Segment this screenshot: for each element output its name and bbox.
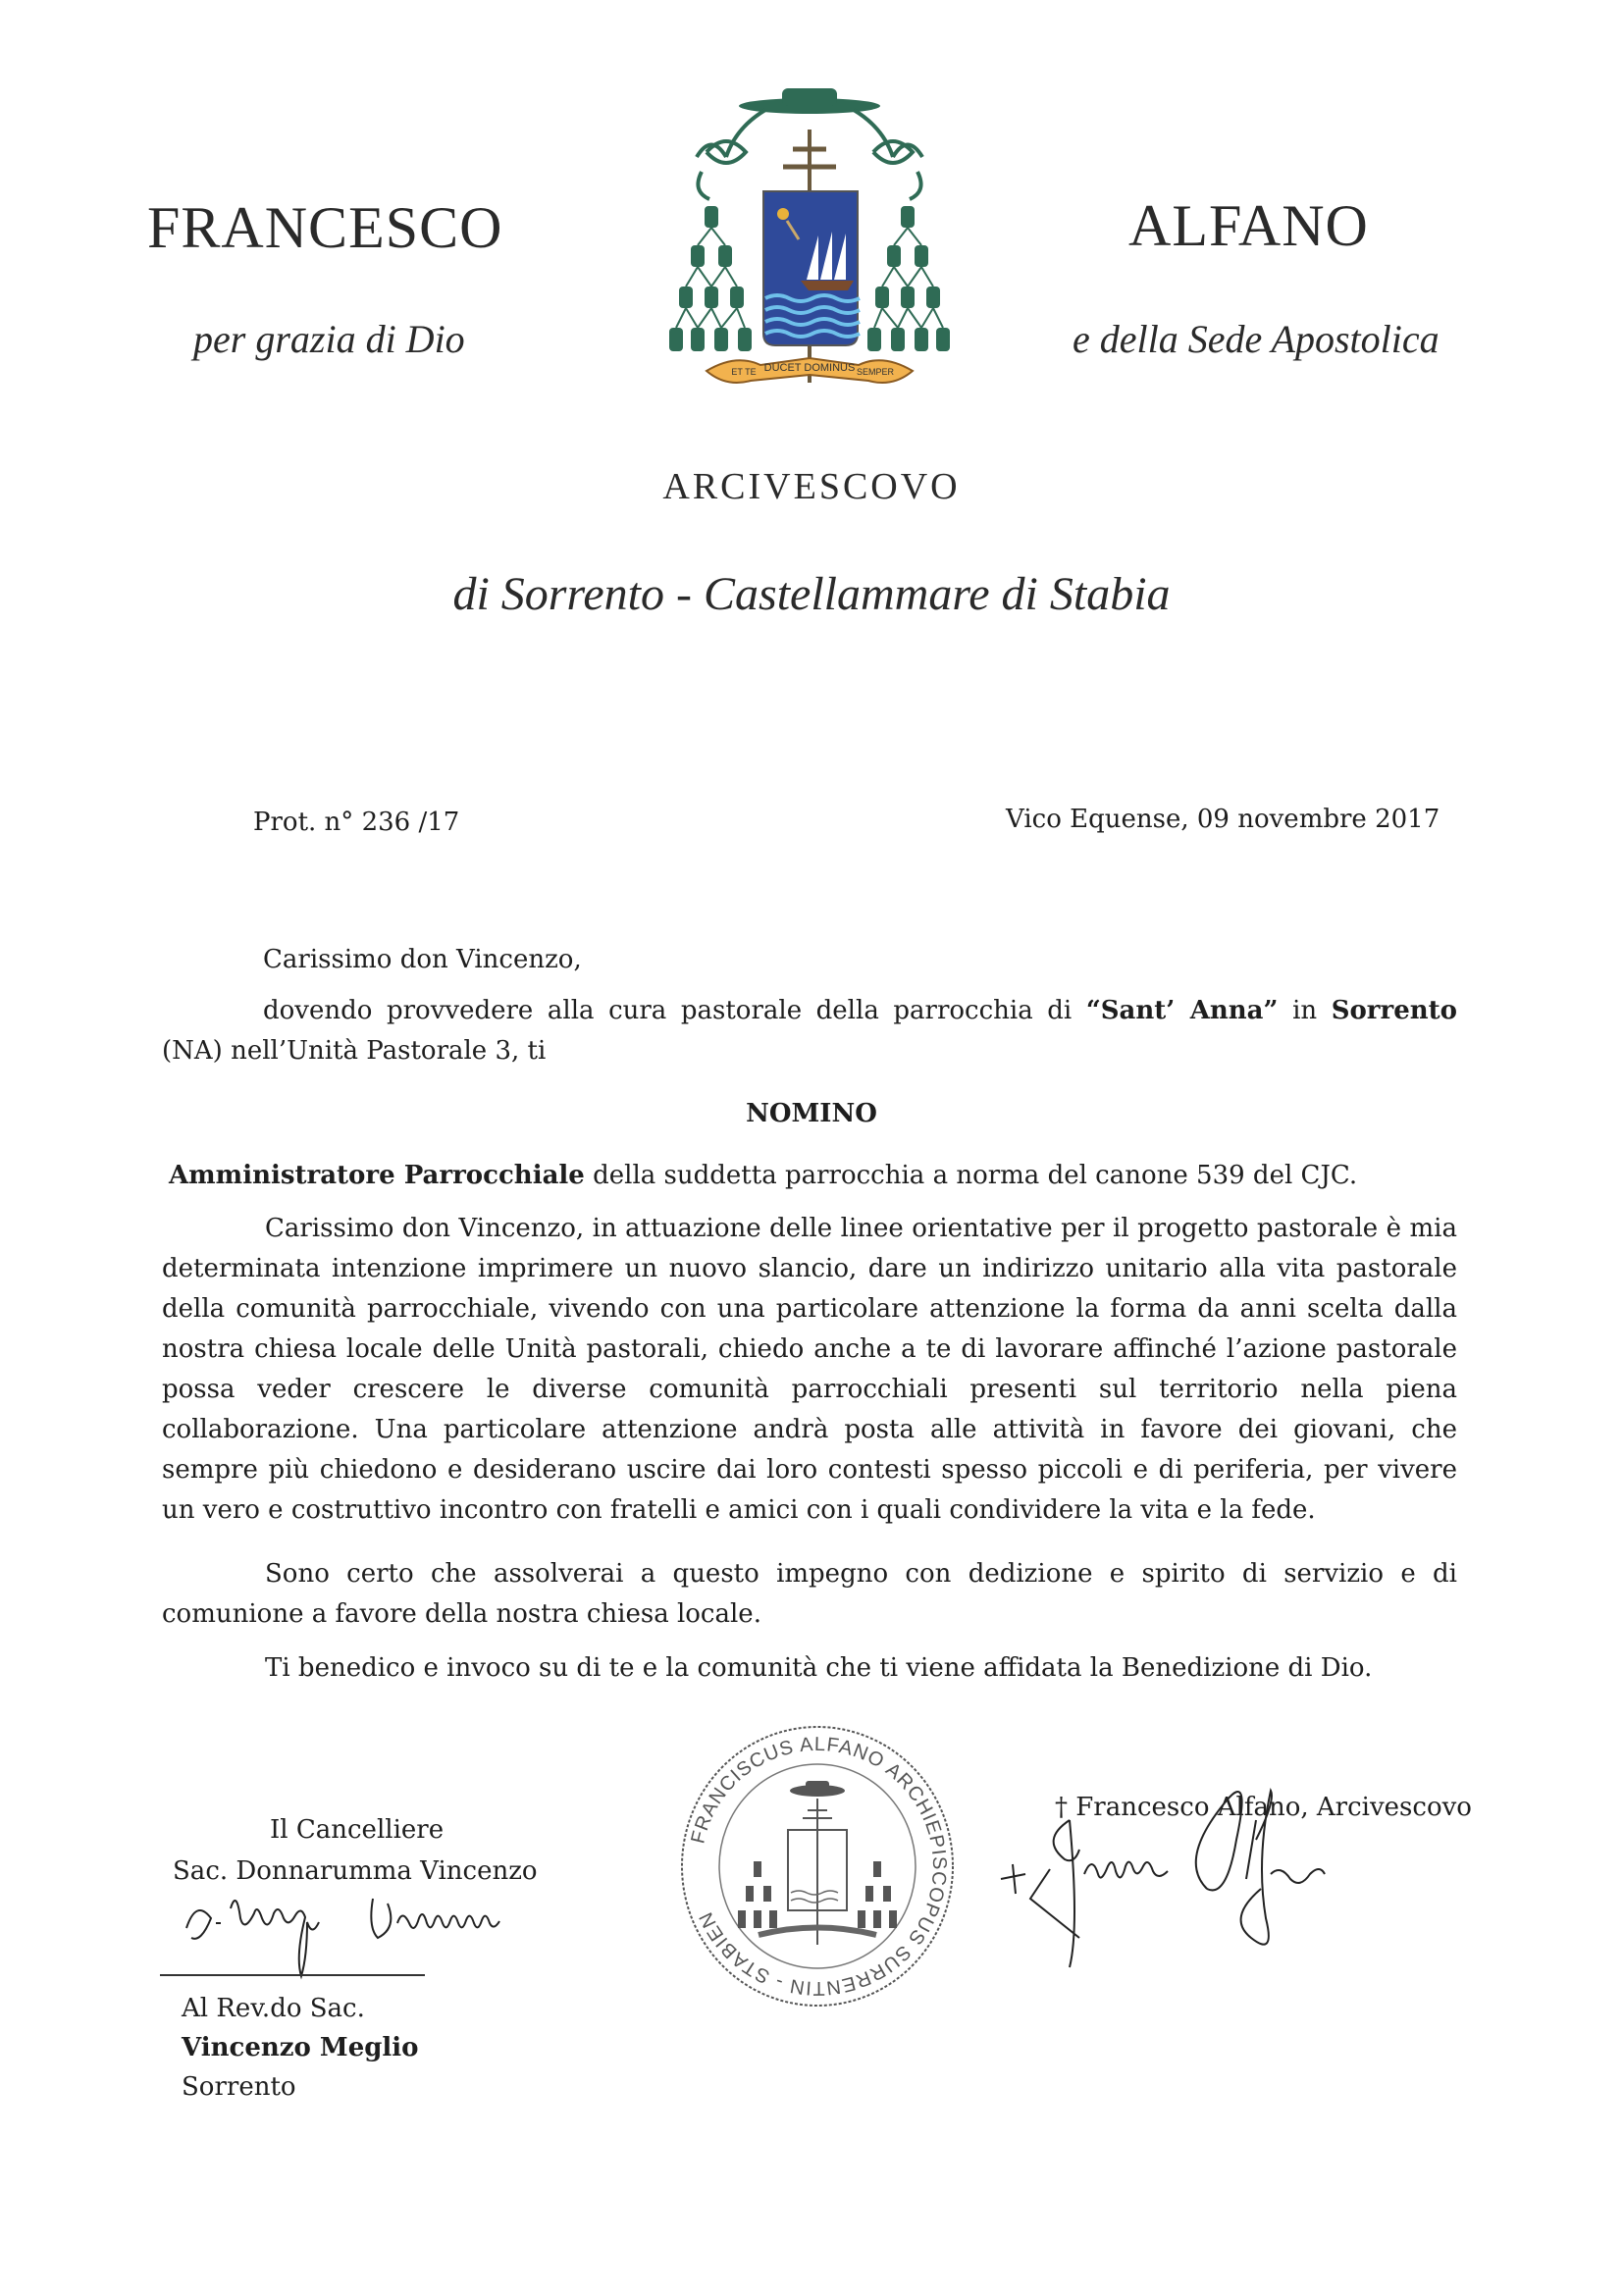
coat-of-arms-icon bbox=[667, 59, 952, 402]
letterhead-title: ARCIVESCOVO bbox=[662, 466, 961, 507]
letterhead-right-subtitle: e della Sede Apostolica bbox=[1073, 317, 1440, 361]
letterhead-last-name: ALFANO bbox=[1128, 193, 1369, 258]
town-name: Sorrento bbox=[1331, 996, 1457, 1025]
recipient-name bbox=[182, 2028, 419, 2068]
salutation: Carissimo don Vincenzo, bbox=[263, 945, 582, 974]
letterhead-see: di Sorrento - Castellammare di Stabia bbox=[452, 568, 1171, 620]
intro-text-2: in bbox=[1278, 996, 1332, 1025]
appointment-verb bbox=[0, 1094, 1623, 1134]
archbishop-signature-icon bbox=[991, 1781, 1452, 1977]
svg-text:ET TE: ET TE bbox=[731, 367, 757, 377]
chancellor-name: Sac. Donnarumma Vincenzo bbox=[173, 1856, 538, 1886]
protocol-number: Prot. n° 236 /17 bbox=[253, 808, 460, 837]
chancellor-title: Il Cancelliere bbox=[270, 1815, 445, 1845]
recipient-city: Sorrento bbox=[182, 2072, 296, 2102]
body-paragraph-1: Carissimo don Vincenzo, in attuazione delle linee orientative per il progetto pastorale è mia determinata intenzione imprimere un nuovo slancio, dare un indirizzo unitario alla vita pastorale della comunità parrocchiale, vivendo con una particolare attenzione la forma da anni scelta dalla nostra chiesa locale delle Unità pastorali, chiedo anche a te di lavorare affinché l’azione pastorale possa veder crescere le diverse comunità parrocchiali presenti sul territorio nella piena collaborazione. Una particolare attenzione andrà posta alle attività in favore dei giovani, che sempre più chiedono e desiderano uscire dai loro contesti spesso piccoli e di periferia, per vivere un vero e costruttivo incontro con fratelli e amici con i quali condividere la vita e la fede. bbox=[162, 1214, 1457, 1525]
svg-text:DUCET DOMINUS: DUCET DOMINUS bbox=[763, 362, 856, 374]
intro-paragraph bbox=[162, 991, 1457, 1071]
episcopal-seal-icon bbox=[675, 1724, 960, 2009]
parish-name: “Sant’ Anna” bbox=[1085, 996, 1279, 1025]
recipient-name-text: Vincenzo Meglio bbox=[182, 2033, 419, 2062]
chancellor-signature-icon bbox=[177, 1869, 628, 1987]
nomino-heading: NOMINO bbox=[746, 1099, 877, 1128]
appointment-rest: della suddetta parrocchia a norma del canone 539 del CJC. bbox=[584, 1161, 1358, 1190]
letterhead-left-subtitle: per grazia di Dio bbox=[193, 317, 465, 361]
svg-text:SEMPER: SEMPER bbox=[856, 367, 895, 377]
intro-text-1: dovendo provvedere alla cura pastorale della parrocchia di bbox=[263, 996, 1086, 1025]
letterhead-first-name: FRANCESCO bbox=[147, 195, 503, 260]
body-paragraph-2: Sono certo che assolverai a questo impegno con dedizione e spirito di servizio e di comunione a favore della nostra chiesa locale. bbox=[162, 1559, 1457, 1629]
archbishop-name: † Francesco Alfano, Arcivescovo bbox=[1055, 1793, 1472, 1822]
body-paragraph-3: Ti benedico e invoco su di te e la comunità che ti viene affidata la Benedizione di Dio. bbox=[265, 1653, 1373, 1683]
intro-text-3: (NA) nell’Unità Pastorale 3, ti bbox=[162, 1036, 547, 1066]
appointment-line bbox=[169, 1156, 1474, 1196]
recipient-line1: Al Rev.do Sac. bbox=[182, 1994, 365, 2023]
place-date: Vico Equense, 09 novembre 2017 bbox=[1006, 805, 1440, 834]
recipient-divider bbox=[160, 1974, 425, 1976]
appointment-role: Amministratore Parrocchiale bbox=[169, 1161, 585, 1190]
svg-text:FRANCISCUS ALFANO ARCHIEPISCOP: FRANCISCUS ALFANO ARCHIEPISCOPUS SURRENTIN - STABIEN bbox=[687, 1733, 951, 2000]
